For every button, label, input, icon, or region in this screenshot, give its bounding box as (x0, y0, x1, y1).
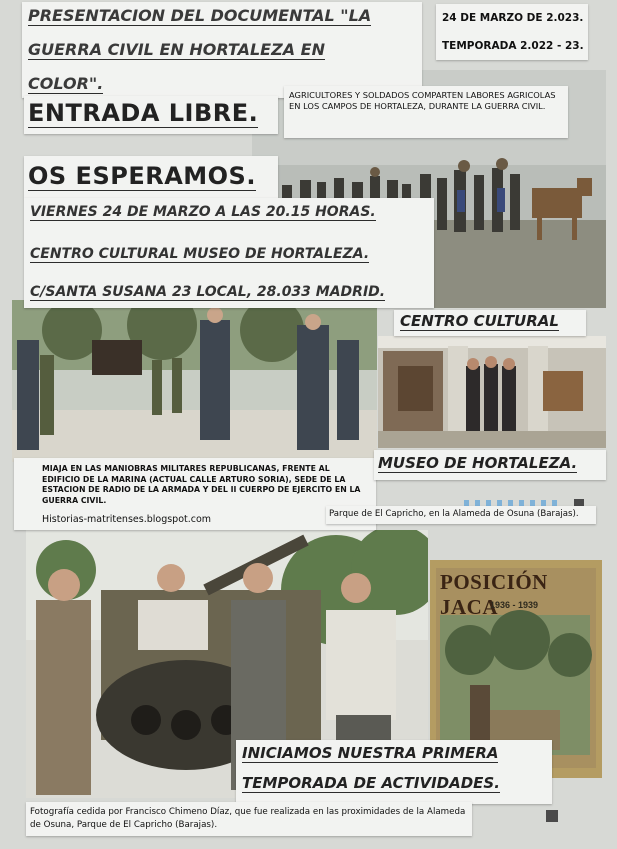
bottom-banner-line2: TEMPORADA DE ACTIVIDADES. (242, 774, 500, 792)
header-title-line2: GUERRA CIVIL EN HORTALEZA EN (28, 40, 325, 59)
miaja-caption: MIAJA EN LAS MANIOBRAS MILITARES REPUBLICANAS, FRENTE AL EDIFICIO DE LA MARINA (ACTUAL CALLE ARTURO SORIA), SEDE DE LA ESTACION DE RADIO DE LA ARMADA Y DEL II CUERPO DE EJERCITO EN LA GUERRA CIVIL. (42, 464, 361, 505)
book-title: POSICIÓN JACA (440, 570, 548, 619)
header-title-line1: PRESENTACION DEL DOCUMENTAL "LA (28, 6, 372, 25)
centro-cultural-label-panel (394, 310, 586, 336)
os-esperamos-text: OS ESPERAMOS. (28, 162, 256, 190)
centro-cultural-label: CENTRO CULTURAL (400, 312, 559, 330)
decorative-square (546, 810, 558, 822)
blog-link[interactable]: Historias-matritenses.blogspot.com (42, 514, 212, 525)
bottom-banner-line1: INICIAMOS NUESTRA PRIMERA (242, 744, 499, 762)
farmers-caption-panel (284, 86, 568, 138)
decorative-dashes (464, 492, 584, 500)
farmers-caption: AGRICULTORES Y SOLDADOS COMPARTEN LABORES AGRICOLAS EN LOS CAMPOS DE HORTALEZA, DURANTE LA GUERRA CIVIL. (289, 90, 556, 112)
event-date: 24 DE MARZO DE 2.023. (442, 12, 584, 24)
centro-cultural-photo (378, 336, 606, 448)
photo-credit: Fotografía cedida por Francisco Chimeno Díaz, que fue realizada en las proximidades de la Alameda de Osuna, Parque de El Capricho (Barajas). (30, 807, 466, 830)
header-title-panel (22, 2, 422, 98)
museo-label-panel (374, 450, 606, 480)
capricho-caption: Parque de El Capricho, en la Alameda de Osuna (Barajas). (329, 509, 579, 519)
museo-label: MUSEO DE HORTALEZA. (378, 454, 578, 472)
date-panel (436, 4, 588, 60)
event-where: CENTRO CULTURAL MUSEO DE HORTALEZA. (30, 246, 370, 262)
entrada-libre-text: ENTRADA LIBRE. (28, 99, 259, 127)
header-title-line3: COLOR". (28, 74, 104, 93)
book-years: 1936 - 1939 (490, 600, 539, 610)
event-details-panel (24, 198, 434, 308)
miaja-caption-panel (14, 458, 376, 530)
bottom-banner (236, 740, 552, 804)
entrada-libre-banner (24, 96, 278, 134)
event-address: C/SANTA SUSANA 23 LOCAL, 28.033 MADRID. (30, 284, 386, 300)
season-label: TEMPORADA 2.022 - 23. (442, 40, 584, 52)
miaja-maneuvers-photo (12, 300, 377, 462)
event-when: VIERNES 24 DE MARZO A LAS 20.15 HORAS. (30, 204, 376, 220)
capricho-caption-panel (326, 506, 596, 524)
os-esperamos-banner (24, 156, 278, 198)
photo-credit-panel (26, 802, 472, 836)
